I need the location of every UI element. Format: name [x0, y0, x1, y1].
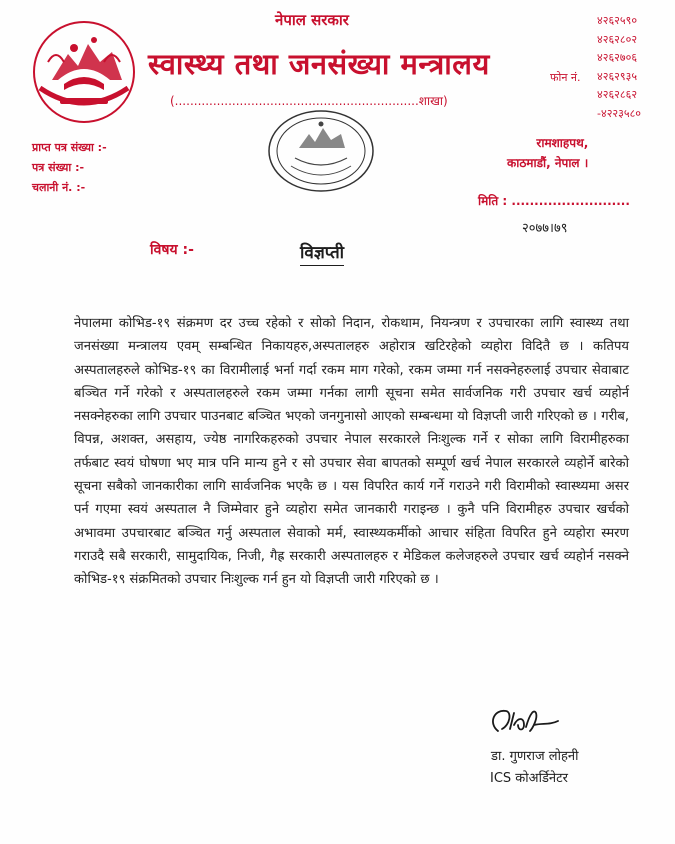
date-value: २०७७।७९	[522, 221, 568, 236]
date-label: मिति : ..........................	[478, 194, 630, 208]
notice-body: नेपालमा कोभिड-१९ संक्रमण दर उच्च रहेको र सोको निदान, रोकथाम, नियन्त्रण र उपचारका लागि स्वास्थ्य तथा जनसंख्या मन्त्रालय एवम् सम्बन्धित निकायहरु,अस्पतालहरु अहोरात्र खटिरहेको व्यहोरा विदितै छ । कतिपय अस्पतालहरुले कोभिड-१९ का विरामीलाई भर्ना गर्दा रकम माग गरेको, रकम जम्मा गर्न नसक्नेहरुलाई उपचार सेवाबाट बञ्चित गर्ने गरेको र अस्पतालहरुले रकम जम्मा गर्नका लागी सूचना समेत सार्वजनिक गरी उपचार खर्च व्यहोर्न नसक्नेहरुका लागि उपचार पाउनबाट बञ्चित भएको जनगुनासो आएको सम्बन्धमा यो विज्ञप्ती जारी गरिएको छ । गरीब, विपन्न, अशक्त, असहाय, ज्येष्ठ नागरिकहरुको उपचार नेपाल सरकारले निःशुल्क गर्ने र सोका लागि विरामीहरुका तर्फबाट स्वयं घोषणा भए मात्र पनि मान्य हुने र सो उपचार सेवा बापतको सम्पूर्ण खर्च नेपाल सरकारले व्यहोर्ने बारेको सूचना सबैको जानकारीका लागि सार्वजनिक भएकै छ । यस विपरित कार्य गर्ने गराउने गरी विरामीको स्वास्थ्यमा असर पर्न गएमा स्वयं अस्पताल नै जिम्मेवार हुने व्यहोरा समेत जानकारी गराइन्छ । कुनै पनि विरामीहरु उपचार खर्चको अभावमा उपचारबाट बञ्चित गर्नु अस्पताल सेवाको मर्म, स्वास्थ्यकर्मीको आचार संहिता विपरित हुने व्यहोरा स्मरण गराउदै सबै सरकारी, सामुदायिक, निजी, गैह्र सरकारी अस्पतालहरु र मेडिकल कलेजहरुले उपचार खर्च व्यहोर्न नसक्ने कोभिड-१९ संक्रमितको उपचार निःशुल्क गर्न हुन यो विज्ञप्ती जारी गरिएको छ ।	[74, 316, 629, 588]
phone-number: ४२६२८०२	[597, 32, 638, 46]
received-letter-number: प्राप्त पत्र संख्या :-	[32, 141, 107, 154]
signatory-title: ICS कोअर्डिनेटर	[490, 771, 568, 786]
subject-label: विषय :-	[150, 242, 194, 258]
address-line: काठमाडौं, नेपाल ।	[507, 156, 589, 170]
nepal-emblem-icon	[30, 18, 138, 126]
handwritten-signature	[484, 703, 564, 739]
phone-number: ४२६२५९०	[597, 14, 638, 27]
government-name: नेपाल सरकार	[275, 11, 349, 29]
letter-number: पत्र संख्या :-	[32, 161, 85, 174]
ministry-stamp-icon	[265, 108, 377, 194]
address-line: रामशाहपथ,	[536, 136, 589, 150]
signatory-name: डा. गुणराज लोहनी	[491, 749, 579, 764]
phone-number: ४२६२८६२	[597, 88, 638, 102]
phone-number: ४२६२७०६	[597, 51, 638, 65]
dispatch-number: चलानी नं. :-	[32, 181, 86, 194]
phone-label: फोन नं.	[550, 71, 581, 84]
address	[507, 133, 588, 173]
phone-number: ४२६२९३५	[597, 69, 638, 83]
ministry-name: स्वास्थ्य तथा जनसंख्या मन्त्रालय	[148, 47, 490, 81]
section-line: (................................................................शाखा)	[170, 94, 448, 108]
phone-numbers	[597, 12, 641, 124]
notice-title: विज्ञप्ती	[300, 240, 344, 266]
phone-number: -४२२३५८०	[597, 106, 642, 120]
